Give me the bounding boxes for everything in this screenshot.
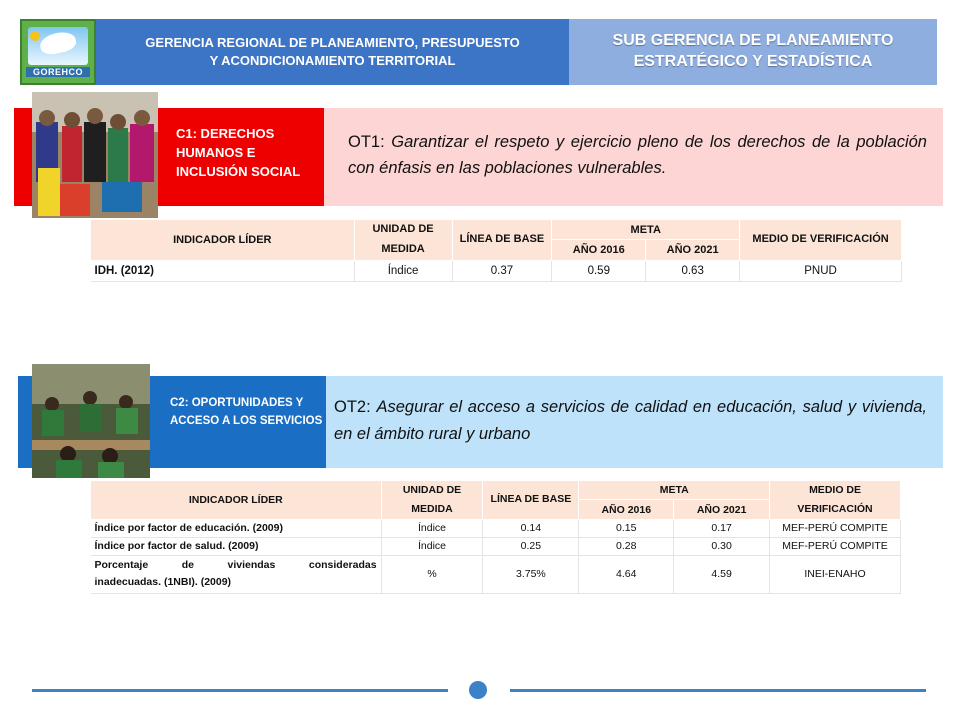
col-header-unidad: UNIDAD DE MEDIDA [354,220,452,261]
col-header-linea: LÍNEA DE BASE [483,481,579,520]
table-row [91,260,902,281]
classroom-photo-image [32,364,150,478]
col-header-anio-2021: AÑO 2021 [646,240,740,260]
table-row [91,555,901,593]
header-left-line2: Y ACONDICIONAMIENTO TERRITORIAL [209,53,456,68]
indicators-table-1 [90,219,902,282]
cell-indicador: Índice por factor de educación. (2009) [91,519,382,537]
cell-linea: 0.25 [483,537,579,555]
people-photo-image [32,92,158,218]
cell-unidad: Índice [354,260,452,281]
table-row [91,519,901,537]
cell-linea: 0.14 [483,519,579,537]
cell-anio-2016: 0.15 [579,519,674,537]
cell-anio-2021: 0.17 [674,519,770,537]
cell-indicador: Índice por factor de salud. (2009) [91,537,382,555]
section2-ot-text: Asegurar el acceso a servicios de calidad en educación, salud y vivienda, en el ámbito rural y urbano [334,398,927,443]
header-left-line1: GERENCIA REGIONAL DE PLANEAMIENTO, PRESUPUESTO [145,35,520,51]
col-header-anio-2021: AÑO 2021 [674,500,770,519]
col-header-indicador: INDICADOR LÍDER [91,481,382,520]
section1-ot-text: Garantizar el respeto y ejercicio pleno de los derechos de la población con énfasis en las poblaciones vulnerables. [348,133,927,177]
cell-indicador-line1: Porcentaje de viviendas consideradas [94,559,377,572]
cell-unidad: Índice [381,537,483,555]
footer-line-left [32,689,448,692]
cell-indicador: IDH. (2012) [91,260,355,281]
header-sub-gerencia [569,19,937,85]
section2-objective [326,376,943,468]
header-right-line1: SUB GERENCIA DE PLANEAMIENTO [612,32,894,50]
cell-anio-2021: 0.30 [674,537,770,555]
col-header-anio-2016: AÑO 2016 [579,500,674,519]
col-header-unidad: UNIDAD DE MEDIDA [381,481,483,520]
header-gerencia-regional [96,19,569,85]
footer-line-right [510,689,926,692]
cell-anio-2016: 0.28 [579,537,674,555]
gorehco-logo [20,19,96,85]
logo-sun [30,31,40,41]
col-header-medio: MEDIO DE VERIFICACIÓN [770,481,901,520]
col-header-medio: MEDIO DE VERIFICACIÓN [740,220,902,261]
cell-medio: INEI-ENAHO [770,555,901,593]
cell-medio: MEF-PERÚ COMPITE [770,519,901,537]
section1-objective [324,108,943,206]
section1-photo [32,92,158,218]
logo-text: GOREHCO [26,67,90,77]
cell-anio-2016: 0.59 [552,260,646,281]
cell-medio: MEF-PERÚ COMPITE [770,537,901,555]
footer-dot [469,681,487,699]
section2-photo [32,364,150,478]
col-header-anio-2016: AÑO 2016 [552,240,646,260]
cell-linea: 3.75% [483,555,579,593]
cell-indicador [91,555,382,593]
section2-ot-label: OT2: [334,398,371,416]
cell-linea: 0.37 [452,260,552,281]
section1-title: C1: DERECHOS HUMANOS E INCLUSIÓN SOCIAL [158,108,324,206]
cell-anio-2021: 4.59 [674,555,770,593]
header-right-line2: ESTRATÉGICO Y ESTADÍSTICA [633,53,873,70]
col-header-meta: META [552,220,740,240]
cell-unidad: % [381,555,483,593]
table-row [91,537,901,555]
cell-anio-2016: 4.64 [579,555,674,593]
col-header-linea: LÍNEA DE BASE [452,220,552,261]
col-header-meta: META [579,481,770,500]
section2-title: C2: OPORTUNIDADES Y ACCESO A LOS SERVICIOS [150,376,326,468]
cell-unidad: Índice [381,519,483,537]
col-header-indicador: INDICADOR LÍDER [91,220,355,261]
cell-anio-2021: 0.63 [646,260,740,281]
section1-ot-label: OT1: [348,133,385,151]
indicators-table-2 [90,480,901,594]
cell-medio: PNUD [740,260,902,281]
cell-indicador-line2: inadecuadas. (1NBI). (2009) [94,576,232,589]
